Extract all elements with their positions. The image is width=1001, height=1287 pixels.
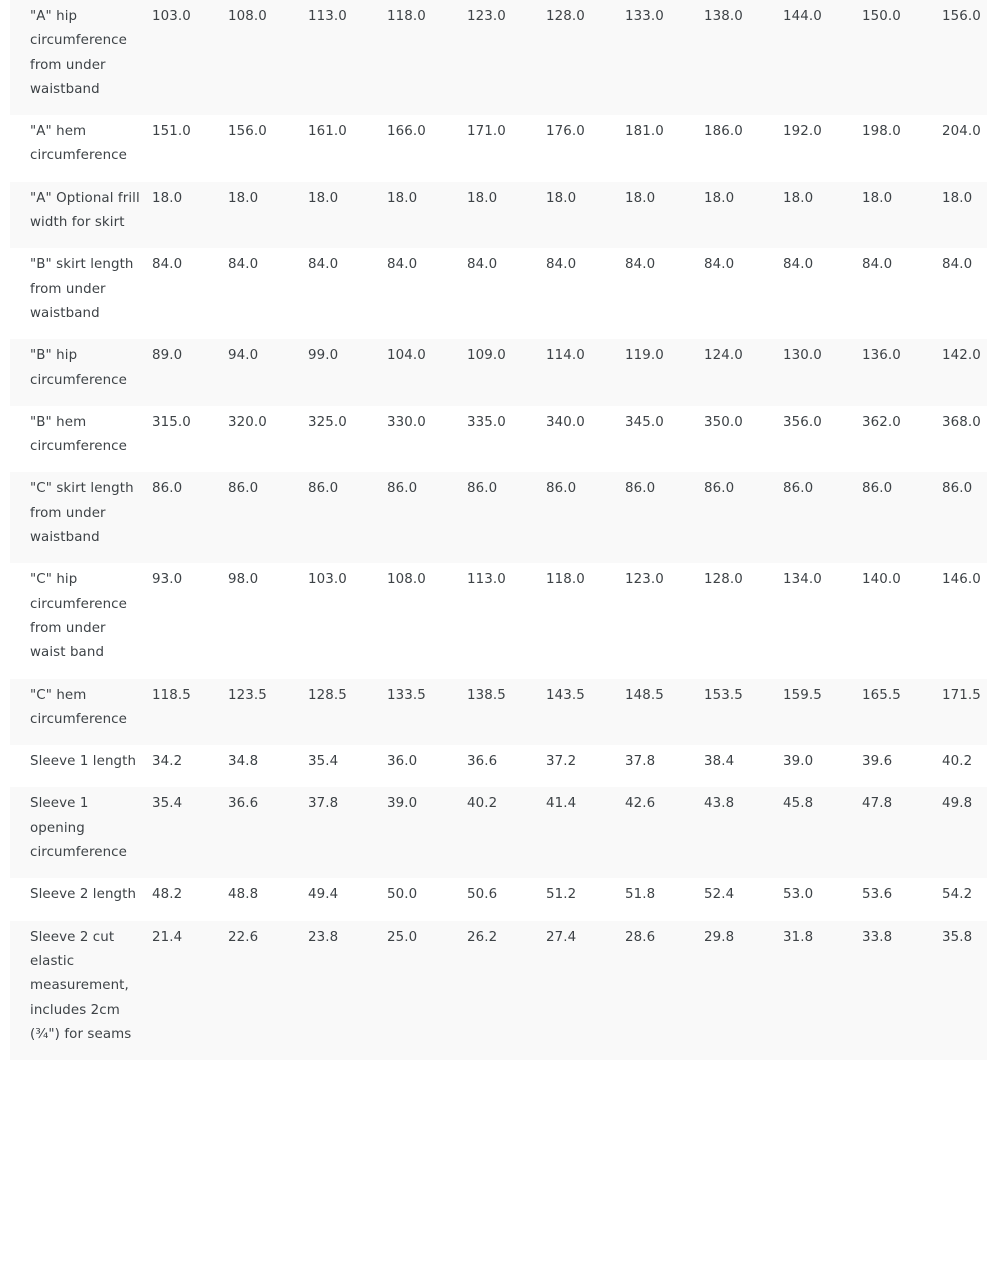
- table-row: [10, 921, 987, 1060]
- table-cell: 40.2: [467, 787, 546, 878]
- table-cell: 84.0: [783, 248, 862, 339]
- table-cell: 49.4: [308, 878, 387, 920]
- table-cell: 108.0: [228, 0, 308, 115]
- table-cell: 84.0: [387, 248, 467, 339]
- table-cell: 113.0: [467, 563, 546, 678]
- table-cell: 18.0: [308, 182, 387, 249]
- size-chart-table-container: [10, 0, 987, 1287]
- table-cell: 171.0: [467, 115, 546, 182]
- table-cell: 93.0: [152, 563, 228, 678]
- table-cell: 84.0: [308, 248, 387, 339]
- table-cell: 18.0: [228, 182, 308, 249]
- table-cell: 118.0: [546, 563, 625, 678]
- table-cell: 156.0: [942, 0, 987, 115]
- size-chart-body: [10, 0, 987, 1060]
- table-cell: 34.2: [152, 745, 228, 787]
- table-cell: 138.5: [467, 679, 546, 746]
- table-cell: 21.4: [152, 921, 228, 1060]
- table-cell: 99.0: [308, 339, 387, 406]
- table-cell: 18.0: [704, 182, 783, 249]
- table-cell: 136.0: [862, 339, 942, 406]
- table-cell: 25.0: [387, 921, 467, 1060]
- row-label: Sleeve 2 length: [10, 878, 152, 920]
- table-cell: 186.0: [704, 115, 783, 182]
- row-label: "B" hem circumference: [10, 406, 152, 473]
- table-cell: 86.0: [942, 472, 987, 563]
- table-cell: 84.0: [862, 248, 942, 339]
- table-cell: 34.8: [228, 745, 308, 787]
- table-cell: 350.0: [704, 406, 783, 473]
- table-cell: 33.8: [862, 921, 942, 1060]
- table-cell: 320.0: [228, 406, 308, 473]
- table-cell: 49.8: [942, 787, 987, 878]
- table-row: [10, 339, 987, 406]
- size-chart-table: [10, 0, 987, 1060]
- table-cell: 315.0: [152, 406, 228, 473]
- row-label: "C" skirt length from under waistband: [10, 472, 152, 563]
- table-row: [10, 787, 987, 878]
- table-cell: 84.0: [467, 248, 546, 339]
- table-cell: 52.4: [704, 878, 783, 920]
- table-cell: 84.0: [546, 248, 625, 339]
- table-cell: 113.0: [308, 0, 387, 115]
- table-cell: 151.0: [152, 115, 228, 182]
- table-cell: 18.0: [387, 182, 467, 249]
- table-row: [10, 182, 987, 249]
- table-cell: 130.0: [783, 339, 862, 406]
- table-cell: 124.0: [704, 339, 783, 406]
- table-cell: 18.0: [942, 182, 987, 249]
- table-cell: 38.4: [704, 745, 783, 787]
- table-cell: 133.5: [387, 679, 467, 746]
- table-cell: 45.8: [783, 787, 862, 878]
- table-cell: 50.6: [467, 878, 546, 920]
- table-cell: 86.0: [387, 472, 467, 563]
- table-cell: 23.8: [308, 921, 387, 1060]
- table-row: [10, 878, 987, 920]
- table-cell: 161.0: [308, 115, 387, 182]
- row-label: "A" hem circumference: [10, 115, 152, 182]
- table-cell: 198.0: [862, 115, 942, 182]
- table-cell: 94.0: [228, 339, 308, 406]
- table-cell: 150.0: [862, 0, 942, 115]
- table-cell: 103.0: [308, 563, 387, 678]
- table-cell: 128.5: [308, 679, 387, 746]
- row-label: Sleeve 2 cut elastic measurement, includes 2cm (¾") for seams: [10, 921, 152, 1060]
- row-label: "B" hip circumference: [10, 339, 152, 406]
- table-cell: 142.0: [942, 339, 987, 406]
- table-cell: 22.6: [228, 921, 308, 1060]
- table-cell: 84.0: [625, 248, 704, 339]
- table-cell: 18.0: [625, 182, 704, 249]
- table-cell: 192.0: [783, 115, 862, 182]
- table-cell: 86.0: [546, 472, 625, 563]
- table-cell: 36.0: [387, 745, 467, 787]
- table-cell: 86.0: [467, 472, 546, 563]
- table-cell: 140.0: [862, 563, 942, 678]
- table-cell: 48.2: [152, 878, 228, 920]
- table-cell: 18.0: [467, 182, 546, 249]
- table-cell: 330.0: [387, 406, 467, 473]
- table-cell: 37.8: [308, 787, 387, 878]
- table-cell: 340.0: [546, 406, 625, 473]
- table-cell: 103.0: [152, 0, 228, 115]
- table-cell: 36.6: [228, 787, 308, 878]
- table-cell: 84.0: [704, 248, 783, 339]
- table-cell: 84.0: [228, 248, 308, 339]
- table-cell: 28.6: [625, 921, 704, 1060]
- table-cell: 39.0: [783, 745, 862, 787]
- table-cell: 41.4: [546, 787, 625, 878]
- table-row: [10, 248, 987, 339]
- row-label: "A" hip circumference from under waistband: [10, 0, 152, 115]
- row-label: "B" skirt length from under waistband: [10, 248, 152, 339]
- table-cell: 123.0: [625, 563, 704, 678]
- table-cell: 153.5: [704, 679, 783, 746]
- table-cell: 114.0: [546, 339, 625, 406]
- table-cell: 51.2: [546, 878, 625, 920]
- table-cell: 29.8: [704, 921, 783, 1060]
- row-label: "C" hem circumference: [10, 679, 152, 746]
- row-label: Sleeve 1 length: [10, 745, 152, 787]
- table-cell: 368.0: [942, 406, 987, 473]
- table-cell: 146.0: [942, 563, 987, 678]
- table-cell: 143.5: [546, 679, 625, 746]
- table-cell: 98.0: [228, 563, 308, 678]
- table-cell: 84.0: [942, 248, 987, 339]
- table-cell: 104.0: [387, 339, 467, 406]
- table-row: [10, 679, 987, 746]
- table-row: [10, 406, 987, 473]
- table-cell: 18.0: [783, 182, 862, 249]
- table-cell: 54.2: [942, 878, 987, 920]
- table-cell: 325.0: [308, 406, 387, 473]
- table-cell: 53.0: [783, 878, 862, 920]
- table-cell: 86.0: [862, 472, 942, 563]
- table-cell: 51.8: [625, 878, 704, 920]
- table-cell: 18.0: [862, 182, 942, 249]
- table-cell: 86.0: [152, 472, 228, 563]
- table-cell: 166.0: [387, 115, 467, 182]
- table-cell: 42.6: [625, 787, 704, 878]
- table-cell: 108.0: [387, 563, 467, 678]
- table-cell: 47.8: [862, 787, 942, 878]
- table-cell: 86.0: [625, 472, 704, 563]
- table-cell: 159.5: [783, 679, 862, 746]
- table-cell: 345.0: [625, 406, 704, 473]
- table-cell: 37.2: [546, 745, 625, 787]
- table-cell: 86.0: [308, 472, 387, 563]
- row-label: "A" Optional frill width for skirt: [10, 182, 152, 249]
- table-row: [10, 115, 987, 182]
- table-cell: 109.0: [467, 339, 546, 406]
- table-cell: 36.6: [467, 745, 546, 787]
- table-cell: 335.0: [467, 406, 546, 473]
- table-cell: 134.0: [783, 563, 862, 678]
- table-cell: 27.4: [546, 921, 625, 1060]
- table-cell: 35.4: [308, 745, 387, 787]
- table-cell: 204.0: [942, 115, 987, 182]
- table-row: [10, 563, 987, 678]
- table-cell: 362.0: [862, 406, 942, 473]
- table-cell: 86.0: [704, 472, 783, 563]
- table-cell: 123.0: [467, 0, 546, 115]
- table-cell: 18.0: [152, 182, 228, 249]
- table-cell: 86.0: [228, 472, 308, 563]
- table-cell: 18.0: [546, 182, 625, 249]
- table-cell: 43.8: [704, 787, 783, 878]
- table-cell: 148.5: [625, 679, 704, 746]
- table-cell: 138.0: [704, 0, 783, 115]
- table-cell: 356.0: [783, 406, 862, 473]
- table-cell: 37.8: [625, 745, 704, 787]
- row-label: Sleeve 1 opening circumference: [10, 787, 152, 878]
- table-cell: 181.0: [625, 115, 704, 182]
- table-row: [10, 472, 987, 563]
- table-cell: 128.0: [546, 0, 625, 115]
- table-cell: 26.2: [467, 921, 546, 1060]
- table-cell: 119.0: [625, 339, 704, 406]
- table-cell: 50.0: [387, 878, 467, 920]
- table-cell: 39.0: [387, 787, 467, 878]
- table-cell: 133.0: [625, 0, 704, 115]
- table-cell: 35.4: [152, 787, 228, 878]
- table-cell: 53.6: [862, 878, 942, 920]
- table-row: [10, 0, 987, 115]
- table-cell: 156.0: [228, 115, 308, 182]
- table-cell: 144.0: [783, 0, 862, 115]
- table-cell: 86.0: [783, 472, 862, 563]
- table-cell: 118.5: [152, 679, 228, 746]
- table-cell: 165.5: [862, 679, 942, 746]
- table-cell: 39.6: [862, 745, 942, 787]
- table-cell: 48.8: [228, 878, 308, 920]
- table-row: [10, 745, 987, 787]
- table-cell: 31.8: [783, 921, 862, 1060]
- table-cell: 171.5: [942, 679, 987, 746]
- table-cell: 89.0: [152, 339, 228, 406]
- table-cell: 128.0: [704, 563, 783, 678]
- table-cell: 35.8: [942, 921, 987, 1060]
- table-cell: 176.0: [546, 115, 625, 182]
- table-cell: 123.5: [228, 679, 308, 746]
- table-cell: 84.0: [152, 248, 228, 339]
- table-cell: 40.2: [942, 745, 987, 787]
- row-label: "C" hip circumference from under waist band: [10, 563, 152, 678]
- table-cell: 118.0: [387, 0, 467, 115]
